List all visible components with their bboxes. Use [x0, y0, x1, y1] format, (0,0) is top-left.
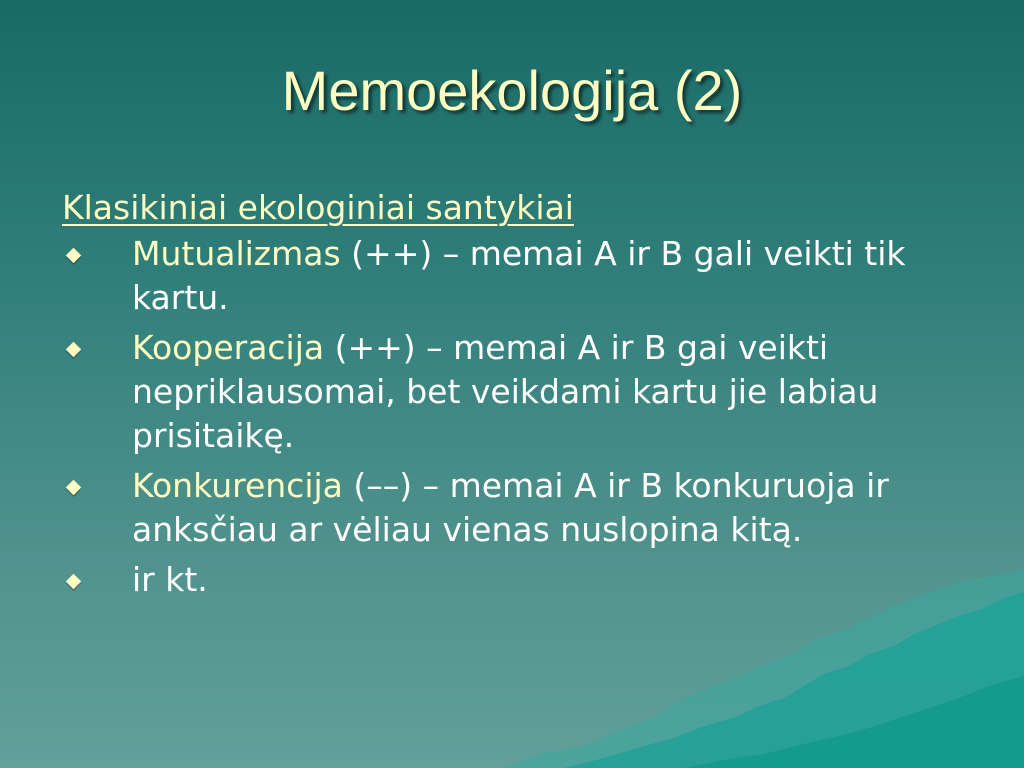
- diamond-bullet-icon: [66, 248, 82, 264]
- diamond-bullet-icon: [66, 574, 82, 590]
- bullet-text: (++) – memai A ir B gali veikti tik kartu.: [132, 234, 906, 317]
- bullet-text: (++) – memai A ir B gai veikti nepriklausomai, bet veikdami kartu jie labiau prisitaikę.: [132, 328, 879, 455]
- bullet-text: ir kt.: [132, 560, 208, 599]
- slide-content: [62, 186, 982, 608]
- bullet-text: (––) – memai A ir B konkuruoja ir anksčiau ar vėliau vienas nuslopina kitą.: [132, 466, 889, 549]
- bullet-term: Mutualizmas: [132, 234, 341, 273]
- slide-title: Memoekologija (2): [281, 59, 743, 122]
- section-heading: Klasikiniai ekologiniai santykiai: [62, 188, 574, 227]
- bullet-term: Konkurencija: [132, 466, 343, 505]
- bullet-term: Kooperacija: [132, 328, 325, 367]
- bullet-item: [62, 464, 982, 552]
- diamond-bullet-icon: [66, 342, 82, 358]
- diamond-bullet-icon: [66, 480, 82, 496]
- bullet-item: [62, 232, 982, 320]
- bullet-item: [62, 326, 982, 458]
- bullet-item: [62, 558, 982, 602]
